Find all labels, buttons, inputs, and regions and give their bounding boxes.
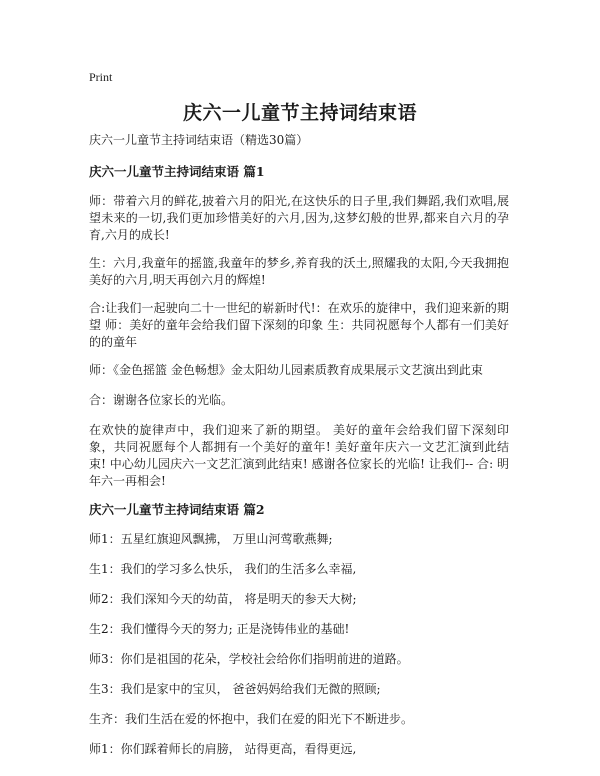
paragraph: 合:让我们一起驶向二十一世纪的崭新时代!：在欢乐的旋律中，我们迎来新的期望 师：美好的童年会给我们留下深刻的印象 生：共同祝愿每个人都有一们美好的的童年 xyxy=(89,301,509,349)
paragraph: 生1：我们的学习多么快乐， 我们的生活多么幸福, xyxy=(89,562,357,576)
document-body xyxy=(89,132,509,771)
paragraph: 师1：你们踩着师长的肩膀， 站得更高，看得更远, xyxy=(89,742,357,756)
paragraph: 师：带着六月的鲜花,披着六月的阳光,在这快乐的日子里,我们舞蹈,我们欢唱,展望未来的一切,我们更加珍惜美好的六月,因为,这梦幻般的世界,都来自六月的孕育,六月的成长! xyxy=(89,194,509,242)
paragraph: 师3：你们是祖国的花朵，学校社会给你们指明前进的道路。 xyxy=(89,652,409,666)
print-link[interactable]: Print xyxy=(89,70,113,84)
paragraph: 合：谢谢各位家长的光临。 xyxy=(89,393,234,407)
section-heading: 庆六一儿童节主持词结束语 篇1 xyxy=(89,164,265,179)
paragraph: 生3：我们是家中的宝贝， 爸爸妈妈给我们无微的照顾; xyxy=(89,682,381,696)
section-heading: 庆六一儿童节主持词结束语 篇2 xyxy=(89,502,265,517)
paragraph: 生：六月,我童年的摇篮,我童年的梦乡,养育我的沃土,照耀我的太阳,今天我拥抱美好的六月,明天再创六月的辉煌! xyxy=(89,256,509,287)
paragraph: 师2：我们深知今天的幼苗， 将是明天的参天大树; xyxy=(89,592,357,606)
page-title: 庆六一儿童节主持词结束语 xyxy=(182,102,417,124)
paragraph: 生2：我们懂得今天的努力; 正是浇铸伟业的基础! xyxy=(89,622,350,636)
paragraph: 生齐：我们生活在爱的怀抱中，我们在爱的阳光下不断进步。 xyxy=(89,712,414,726)
paragraph: 师：《金色摇篮 金色畅想》金太阳幼儿园素质教育成果展示文艺演出到此束 xyxy=(89,363,483,377)
paragraph: 在欢快的旋律声中，我们迎来了新的期望。 美好的童年会给我们留下深刻印象，共同祝愿每个人都拥有一个美好的童年! 美好童年庆六一文艺汇演到此结束! 中心幼儿园庆六一文艺汇演到此结束! 感谢各位家长的光临! 让我们-- 合: 明年六一再相会! xyxy=(89,423,509,488)
document-subtitle: 庆六一儿童节主持词结束语（精选30篇） xyxy=(89,133,309,147)
paragraph: 师1：五星红旗迎风飘拂， 万里山河莺歌燕舞; xyxy=(89,532,333,546)
